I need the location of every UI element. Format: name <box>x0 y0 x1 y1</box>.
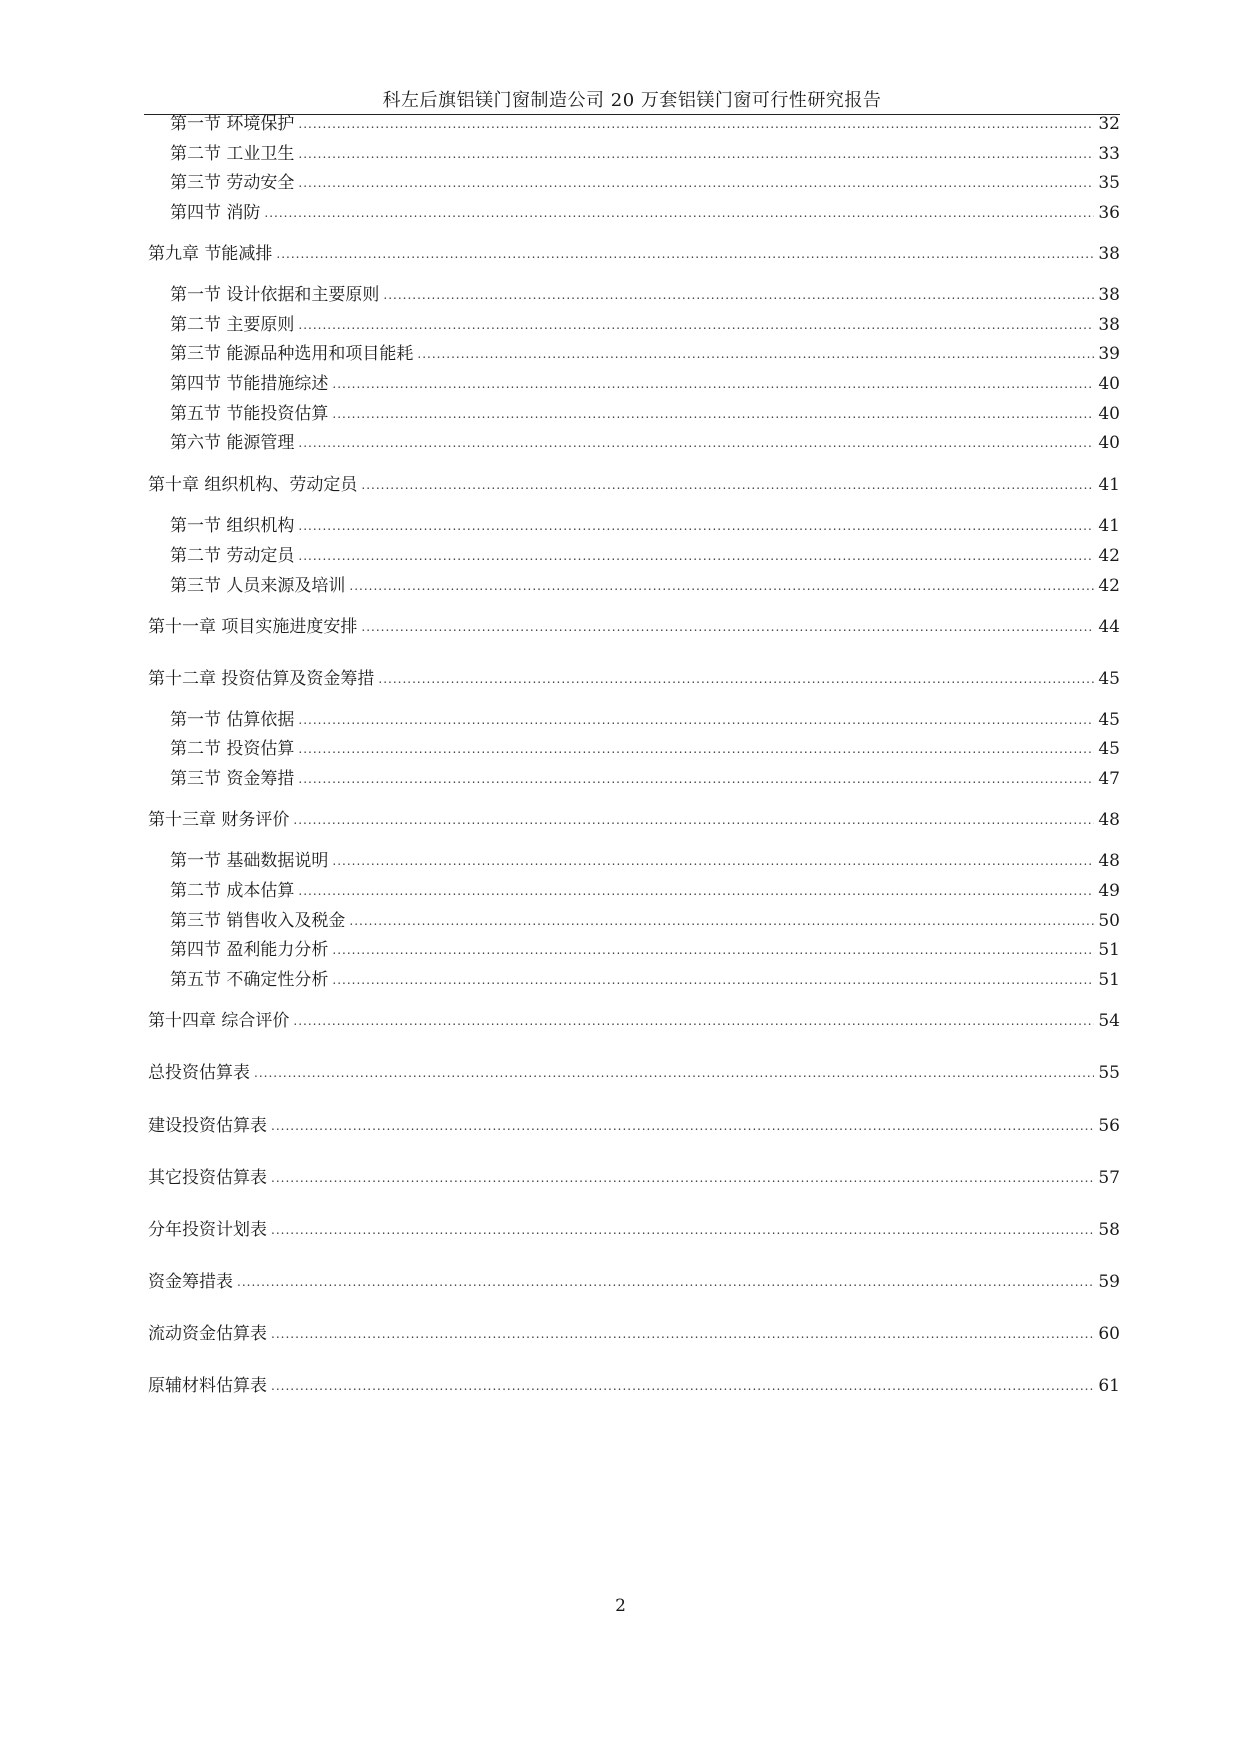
toc-entry-page: 55 <box>1098 1063 1120 1083</box>
toc-leader-dots <box>298 543 1094 569</box>
toc-entry-label: 第四节 消防 <box>170 203 261 223</box>
toc-entry-page: 60 <box>1098 1324 1120 1344</box>
toc-entry-label: 第一节 基础数据说明 <box>170 851 329 871</box>
toc-chapter-entry[interactable] <box>148 241 1120 267</box>
toc-section-entry[interactable] <box>170 312 1120 338</box>
toc-section-entry[interactable] <box>170 430 1120 456</box>
toc-leader-dots <box>332 401 1094 427</box>
toc-section-entry[interactable] <box>170 141 1120 167</box>
toc-entry-label: 第十二章 投资估算及资金筹措 <box>148 669 375 689</box>
toc-leader-dots <box>361 614 1094 640</box>
running-header: 科左后旗铝镁门窗制造公司 20 万套铝镁门窗可行性研究报告 <box>382 90 882 111</box>
toc-entry-page: 41 <box>1098 475 1120 495</box>
toc-entry-label: 第九章 节能减排 <box>148 244 273 264</box>
toc-entry-page: 39 <box>1098 344 1120 364</box>
toc-leader-dots <box>298 513 1094 539</box>
toc-entry-label: 总投资估算表 <box>148 1063 250 1083</box>
toc-leader-dots <box>383 282 1094 308</box>
toc-section-entry[interactable] <box>170 573 1120 599</box>
toc-entry-page: 48 <box>1098 810 1120 830</box>
toc-chapter-entry[interactable] <box>148 1113 1120 1139</box>
toc-chapter-entry[interactable] <box>148 666 1120 692</box>
toc-entry-label: 第二节 工业卫生 <box>170 144 295 164</box>
toc-entry-label: 第五节 节能投资估算 <box>170 404 329 424</box>
toc-section-entry[interactable] <box>170 736 1120 762</box>
toc-entry-label: 第一节 估算依据 <box>170 710 295 730</box>
toc-entry-page: 57 <box>1098 1168 1120 1188</box>
toc-section-entry[interactable] <box>170 401 1120 427</box>
toc-entry-label: 第三节 能源品种选用和项目能耗 <box>170 344 414 364</box>
toc-leader-dots <box>298 312 1094 338</box>
toc-entry-page: 45 <box>1098 739 1120 759</box>
toc-chapter-entry[interactable] <box>148 1008 1120 1034</box>
toc-section-entry[interactable] <box>170 170 1120 196</box>
toc-section-entry[interactable] <box>170 707 1120 733</box>
toc-leader-dots <box>298 707 1094 733</box>
toc-entry-page: 51 <box>1098 970 1120 990</box>
toc-leader-dots <box>298 736 1094 762</box>
toc-section-entry[interactable] <box>170 878 1120 904</box>
toc-leader-dots <box>417 341 1094 367</box>
toc-leader-dots <box>298 111 1094 137</box>
toc-entry-label: 第五节 不确定性分析 <box>170 970 329 990</box>
toc-leader-dots <box>271 1373 1094 1399</box>
toc-section-entry[interactable] <box>170 200 1120 226</box>
toc-leader-dots <box>361 472 1094 498</box>
toc-leader-dots <box>298 141 1094 167</box>
toc-section-entry[interactable] <box>170 111 1120 137</box>
toc-entry-label: 建设投资估算表 <box>148 1116 267 1136</box>
toc-section-entry[interactable] <box>170 766 1120 792</box>
toc-entry-label: 其它投资估算表 <box>148 1168 267 1188</box>
toc-entry-page: 49 <box>1098 881 1120 901</box>
toc-leader-dots <box>378 666 1094 692</box>
toc-entry-label: 第三节 资金筹措 <box>170 769 295 789</box>
toc-leader-dots <box>276 241 1094 267</box>
toc-entry-label: 第三节 人员来源及培训 <box>170 576 346 596</box>
toc-entry-label: 第二节 主要原则 <box>170 315 295 335</box>
toc-entry-page: 54 <box>1098 1011 1120 1031</box>
toc-leader-dots <box>264 200 1094 226</box>
toc-chapter-entry[interactable] <box>148 472 1120 498</box>
toc-entry-label: 第一节 设计依据和主要原则 <box>170 285 380 305</box>
toc-leader-dots <box>332 848 1094 874</box>
toc-entry-page: 40 <box>1098 404 1120 424</box>
toc-section-entry[interactable] <box>170 513 1120 539</box>
toc-entry-label: 第四节 节能措施综述 <box>170 374 329 394</box>
toc-entry-label: 第一节 组织机构 <box>170 516 295 536</box>
toc-leader-dots <box>298 878 1094 904</box>
toc-entry-page: 41 <box>1098 516 1120 536</box>
toc-leader-dots <box>254 1060 1094 1086</box>
toc-chapter-entry[interactable] <box>148 807 1120 833</box>
toc-entry-label: 第三节 劳动安全 <box>170 173 295 193</box>
toc-leader-dots <box>271 1165 1094 1191</box>
toc-chapter-entry[interactable] <box>148 614 1120 640</box>
toc-section-entry[interactable] <box>170 341 1120 367</box>
toc-leader-dots <box>237 1269 1094 1295</box>
toc-entry-label: 分年投资计划表 <box>148 1220 267 1240</box>
toc-section-entry[interactable] <box>170 282 1120 308</box>
toc-leader-dots <box>332 937 1094 963</box>
toc-section-entry[interactable] <box>170 848 1120 874</box>
toc-entry-page: 61 <box>1098 1376 1120 1396</box>
toc-section-entry[interactable] <box>170 967 1120 993</box>
toc-entry-label: 第一节 环境保护 <box>170 114 295 134</box>
toc-entry-label: 第十章 组织机构、劳动定员 <box>148 475 358 495</box>
toc-section-entry[interactable] <box>170 543 1120 569</box>
toc-leader-dots <box>293 807 1094 833</box>
toc-entry-label: 资金筹措表 <box>148 1272 233 1292</box>
page-number: 2 <box>615 1596 626 1616</box>
toc-entry-page: 59 <box>1098 1272 1120 1292</box>
toc-entry-label: 第四节 盈利能力分析 <box>170 940 329 960</box>
toc-entry-page: 45 <box>1098 710 1120 730</box>
toc-entry-page: 33 <box>1098 144 1120 164</box>
toc-entry-label: 第二节 成本估算 <box>170 881 295 901</box>
toc-entry-page: 51 <box>1098 940 1120 960</box>
toc-entry-page: 35 <box>1098 173 1120 193</box>
toc-chapter-entry[interactable] <box>148 1217 1120 1243</box>
toc-entry-page: 40 <box>1098 374 1120 394</box>
toc-entry-page: 42 <box>1098 576 1120 596</box>
toc-chapter-entry[interactable] <box>148 1165 1120 1191</box>
toc-entry-label: 第十一章 项目实施进度安排 <box>148 617 358 637</box>
toc-entry-label: 第二节 投资估算 <box>170 739 295 759</box>
toc-entry-page: 45 <box>1098 669 1120 689</box>
toc-entry-page: 40 <box>1098 433 1120 453</box>
toc-entry-page: 47 <box>1098 769 1120 789</box>
toc-entry-label: 流动资金估算表 <box>148 1324 267 1344</box>
toc-leader-dots <box>332 967 1094 993</box>
toc-entry-label: 第十三章 财务评价 <box>148 810 290 830</box>
toc-leader-dots <box>293 1008 1094 1034</box>
toc-entry-label: 第六节 能源管理 <box>170 433 295 453</box>
toc-entry-page: 38 <box>1098 285 1120 305</box>
toc-entry-page: 42 <box>1098 546 1120 566</box>
toc-entry-page: 50 <box>1098 911 1120 931</box>
toc-entry-page: 58 <box>1098 1220 1120 1240</box>
toc-chapter-entry[interactable] <box>148 1269 1120 1295</box>
toc-leader-dots <box>332 371 1094 397</box>
toc-chapter-entry[interactable] <box>148 1060 1120 1086</box>
toc-entry-label: 第二节 劳动定员 <box>170 546 295 566</box>
toc-entry-page: 56 <box>1098 1116 1120 1136</box>
toc-chapter-entry[interactable] <box>148 1321 1120 1347</box>
toc-entry-page: 38 <box>1098 244 1120 264</box>
toc-entry-label: 第十四章 综合评价 <box>148 1011 290 1031</box>
toc-entry-page: 32 <box>1098 114 1120 134</box>
toc-leader-dots <box>298 430 1094 456</box>
toc-entry-label: 原辅材料估算表 <box>148 1376 267 1396</box>
toc-entry-page: 48 <box>1098 851 1120 871</box>
toc-entry-page: 44 <box>1098 617 1120 637</box>
table-of-contents <box>148 0 1120 1754</box>
toc-chapter-entry[interactable] <box>148 1373 1120 1399</box>
toc-leader-dots <box>298 170 1094 196</box>
toc-leader-dots <box>271 1321 1094 1347</box>
toc-leader-dots <box>271 1217 1094 1243</box>
toc-leader-dots <box>271 1113 1094 1139</box>
toc-section-entry[interactable] <box>170 371 1120 397</box>
toc-leader-dots <box>349 573 1094 599</box>
toc-entry-page: 38 <box>1098 315 1120 335</box>
toc-section-entry[interactable] <box>170 908 1120 934</box>
toc-leader-dots <box>349 908 1094 934</box>
toc-section-entry[interactable] <box>170 937 1120 963</box>
toc-entry-page: 36 <box>1098 203 1120 223</box>
toc-entry-label: 第三节 销售收入及税金 <box>170 911 346 931</box>
toc-leader-dots <box>298 766 1094 792</box>
